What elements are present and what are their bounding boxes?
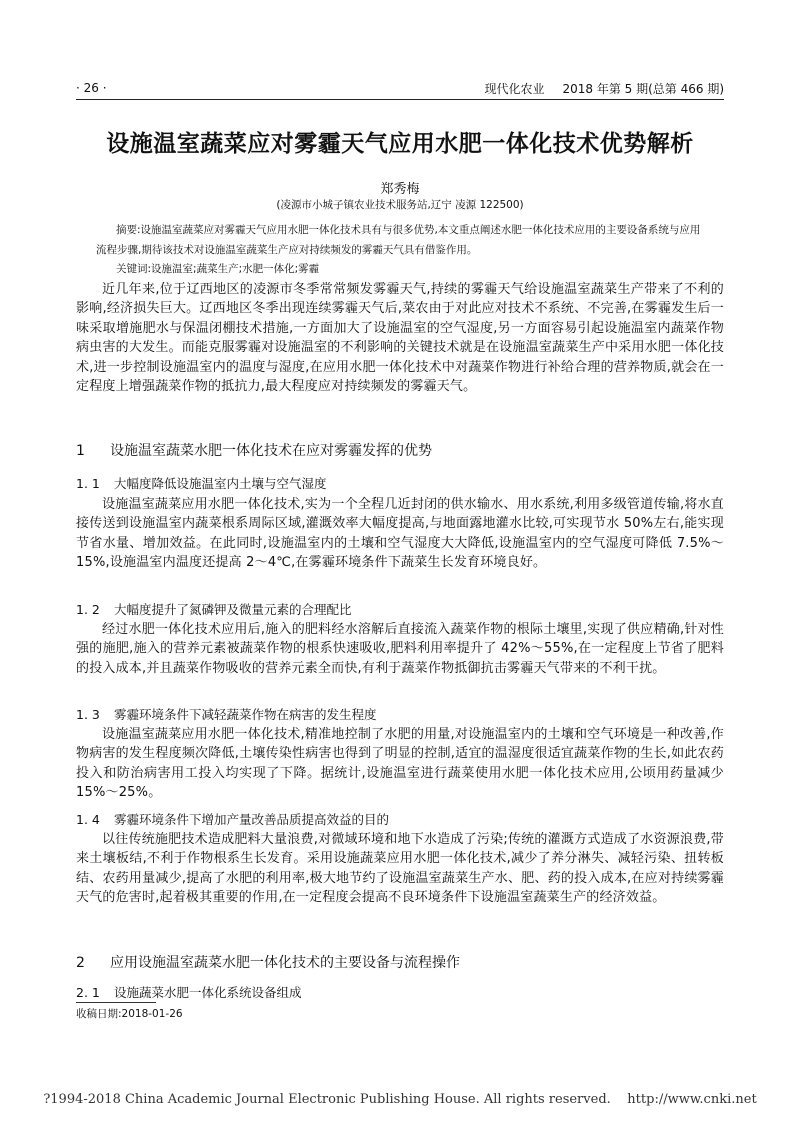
paragraph: 经过水肥一体化技术应用后,施入的肥料经水溶解后直接流入蔬菜作物的根际土壤里,实现了供应精确,针对性强的施肥,施入的营养元素被蔬菜作物的根系快速吸收,肥料利用率提升了 42%～55%,在一定程度上节省了肥料的投入成本,并且蔬菜作物吸收的营养元素全而快,有利于蔬菜作物抵御抗击雾霾天气带来的不利干扰。 bbox=[76, 622, 724, 676]
subsection-1-4-body bbox=[76, 830, 724, 908]
section-1-heading bbox=[76, 440, 432, 460]
footnote-rule bbox=[76, 1002, 156, 1003]
subsection-title: 雾霾环境条件下增加产量改善品质提高效益的目的 bbox=[114, 812, 390, 827]
subsection-title: 雾霾环境条件下减轻蔬菜作物在病害的发生程度 bbox=[114, 707, 377, 722]
subsection-number: 2. 1 bbox=[76, 985, 100, 1000]
section-number: 2 bbox=[76, 955, 85, 971]
subsection-1-2-body bbox=[76, 620, 724, 678]
paragraph: 设施温室蔬菜应用水肥一体化技术,实为一个全程几近封闭的供水输水、用水系统,利用多级管道传输,将水直接传送到设施温室内蔬菜根系周际区域,灌溉效率大幅度提高,与地面露地灌水比较,可实现节水 50%左右,能实现节省水量、增加效益。在此同时,设施温室内的土壤和空气湿度大大降低,设施温室内的空气湿度可降低 7.5%～15%,设施温室内温度还提高 2～4℃,在雾霾环境条件下蔬菜生长发育环境良好。 bbox=[76, 497, 724, 571]
section-number: 1 bbox=[76, 443, 85, 459]
subsection-number: 1. 4 bbox=[76, 812, 100, 827]
running-header bbox=[76, 78, 724, 98]
subsection-1-2-heading bbox=[76, 600, 352, 618]
subsection-1-3-body bbox=[76, 725, 724, 803]
subsection-1-4-heading bbox=[76, 810, 389, 828]
abstract: 摘要:设施温室蔬菜应对雾霾天气应用水肥一体化技术具有与很多优势,本文重点阐述水肥一体化技术应用的主要设备系统与应用流程步骤,期待该技术对设施温室蔬菜生产应对持续频发的雾霾天气具有借鉴作用。 bbox=[96, 224, 701, 256]
subsection-number: 1. 3 bbox=[76, 707, 100, 722]
subsection-2-1-heading bbox=[76, 983, 302, 1001]
received-date: 收稿日期:2018-01-26 bbox=[76, 1008, 183, 1020]
author-affiliation: (凌源市小城子镇农业技术服务站,辽宁 凌源 122500) bbox=[276, 199, 524, 211]
intro-paragraph: 近几年来,位于辽西地区的凌源市冬季常常频发雾霾天气,持续的雾霾天气给设施温室蔬菜生产带来了不利的影响,经济损失巨大。辽西地区冬季出现连续雾霾天气后,菜农由于对此应对技术不系统、不完善,在雾霾发生后一味采取增施肥水与保温闭棚技术措施,一方面加大了设施温室的空气湿度,另一方面容易引起设施温室内蔬菜作物病虫害的大发生。而能克服雾霾对设施温室的不利影响的关键技术就是在设施温室蔬菜生产中采用水肥一体化技术,进一步控制设施温室内的温度与湿度,在应用水肥一体化技术中对蔬菜作物进行补给合理的营养物质,就会在一定程度上增强蔬菜作物的抵抗力,最大程度应对持续频发的雾霾天气。 bbox=[76, 282, 724, 395]
copyright-footer: ?1994-2018 China Academic Journal Electronic Publishing House. All rights reserved. http://www.cnki.net bbox=[43, 1092, 757, 1107]
author-name: 郑秀梅 bbox=[380, 182, 420, 197]
page-number: · 26 · bbox=[76, 81, 107, 95]
header-rule bbox=[76, 99, 724, 100]
paragraph: 以往传统施肥技术造成肥料大量浪费,对微域环境和地下水造成了污染;传统的灌溉方式造成了水资源浪费,带来土壤板结,不利于作物根系生长发育。采用设施蔬菜应用水肥一体化技术,减少了养分淋失、减轻污染、扭转板结、农药用量减少,提高了水肥的利用率,极大地节约了设施温室蔬菜生产水、肥、药的投入成本,在应对持续雾霾天气的危害时,起着极其重要的作用,在一定程度会提高不良环境条件下设施温室蔬菜生产的经济效益。 bbox=[76, 832, 724, 906]
subsection-1-1-body bbox=[76, 495, 724, 573]
intro-paragraph-block bbox=[76, 280, 724, 396]
section-title: 设施温室蔬菜水肥一体化技术在应对雾霾发挥的优势 bbox=[110, 443, 432, 459]
header-right bbox=[484, 80, 724, 97]
article-title: 设施温室蔬菜应对雾霾天气应用水肥一体化技术优势解析 bbox=[106, 131, 694, 157]
subsection-title: 设施蔬菜水肥一体化系统设备组成 bbox=[114, 985, 302, 1000]
keywords: 关键词:设施温室;蔬菜生产;水肥一体化;雾霾 bbox=[116, 263, 320, 275]
section-title: 应用设施温室蔬菜水肥一体化技术的主要设备与流程操作 bbox=[110, 955, 460, 971]
subsection-number: 1. 2 bbox=[76, 602, 100, 617]
subsection-1-1-heading bbox=[76, 474, 327, 492]
section-2-heading bbox=[76, 952, 460, 972]
subsection-title: 大幅度降低设施温室内土壤与空气湿度 bbox=[114, 476, 327, 491]
paragraph: 设施温室蔬菜应用水肥一体化技术,精准地控制了水肥的用量,对设施温室内的土壤和空气环境是一种改善,作物病害的发生程度频次降低,土壤传染性病害也得到了明显的控制,适宜的温湿度很适宜蔬菜作物的生长,如此农药投入和防治病害用工投入均实现了下降。据统计,设施温室进行蔬菜使用水肥一体化技术应用,公顷用药量减少 15%～25%。 bbox=[76, 727, 724, 801]
journal-name: 现代化农业 bbox=[484, 81, 545, 96]
subsection-number: 1. 1 bbox=[76, 476, 100, 491]
issue-info: 2018 年第 5 期(总第 466 期) bbox=[562, 81, 724, 96]
subsection-title: 大幅度提升了氮磷钾及微量元素的合理配比 bbox=[114, 602, 352, 617]
subsection-1-3-heading bbox=[76, 705, 377, 723]
